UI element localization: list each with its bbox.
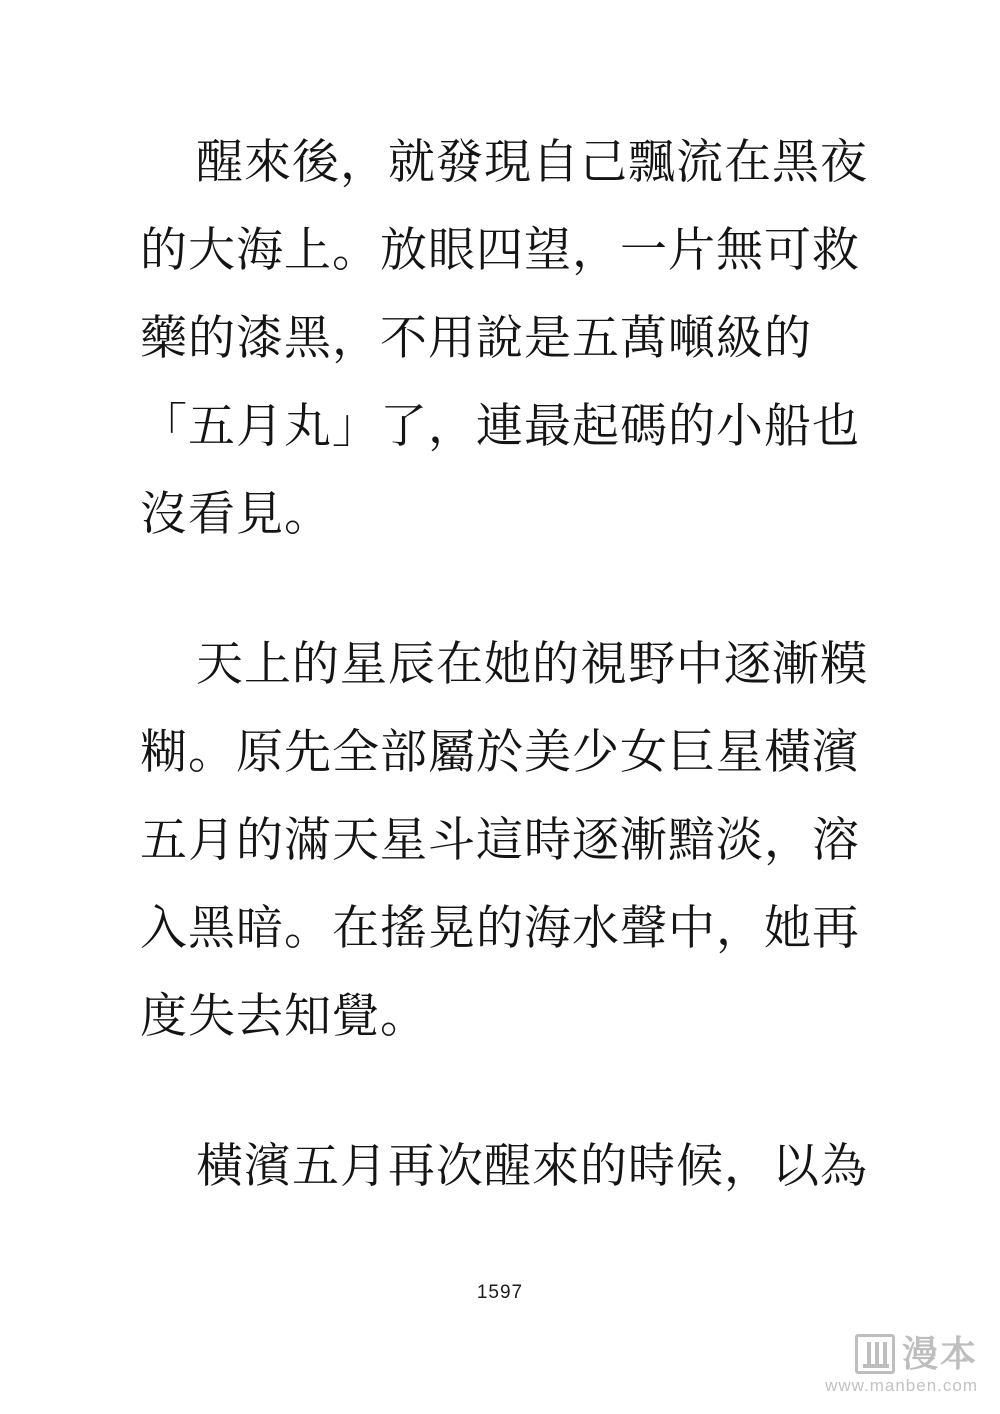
paragraph: 橫濱五月再次醒來的時候，以為: [196, 1139, 868, 1192]
watermark-brand: 漫本: [901, 1333, 978, 1374]
page-text-body: [140, 118, 870, 1210]
watermark: [825, 1334, 978, 1396]
page-number: 1597: [476, 1282, 524, 1303]
watermark-row: [855, 1334, 978, 1374]
paragraph: 醒來後，就發現自己飄流在黑夜的大海上。放眼四望，一片無可救藥的漆黑，不用說是五萬噸級的「五月丸」了，連最起碼的小船也沒看見。: [140, 135, 868, 540]
watermark-url: www.manben.com: [825, 1376, 978, 1395]
manben-logo-icon: [855, 1334, 895, 1374]
paragraph: 天上的星辰在她的視野中逐漸糢糊。原先全部屬於美少女巨星橫濱五月的滿天星斗這時逐漸黯淡，溶入黑暗。在搖晃的海水聲中，她再度失去知覺。: [140, 637, 868, 1042]
